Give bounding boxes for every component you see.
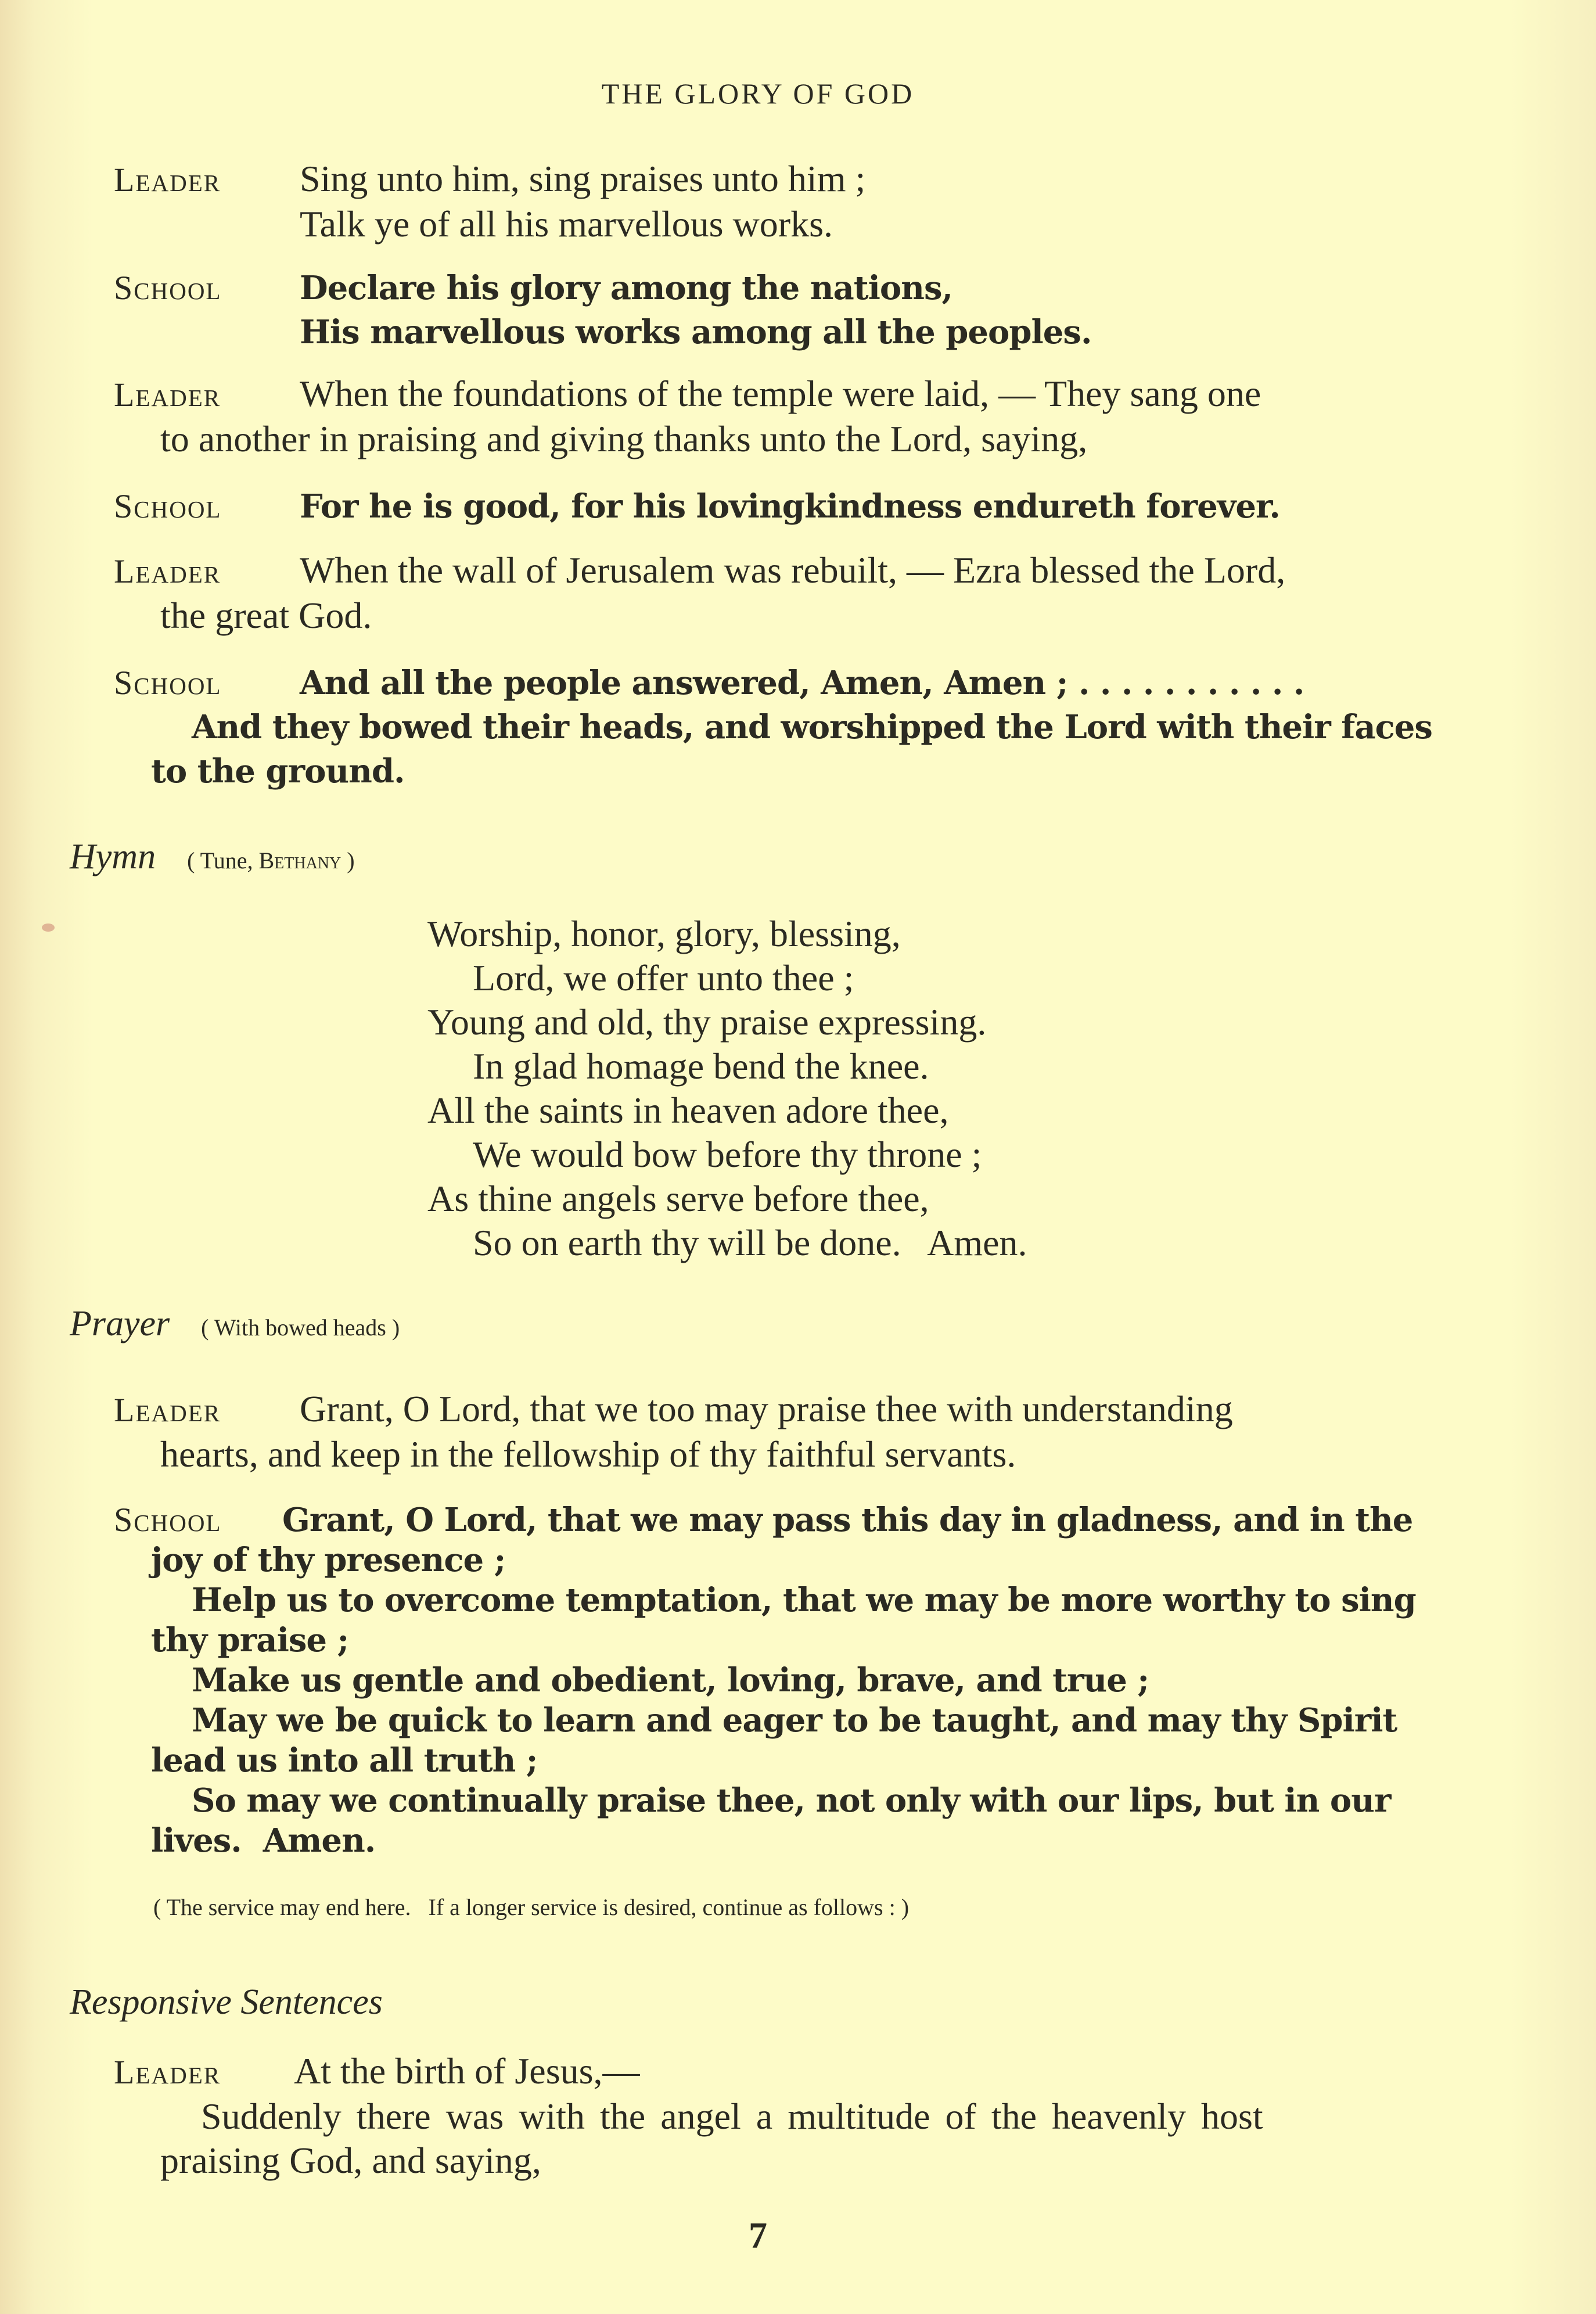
- tune-name: Bethany: [258, 847, 342, 874]
- verse-text: When the foundations of the temple were laid, — They sang one: [300, 373, 1261, 414]
- hymn-line: All the saints in heaven adore thee,: [427, 1090, 949, 1131]
- speaker-label: School: [114, 664, 222, 702]
- verse-text: Declare his glory among the nations,: [300, 269, 953, 307]
- responsive-reading: [114, 1499, 1416, 1861]
- line: lives. Amen.: [151, 1821, 376, 1860]
- hymn-line: In glad homage bend the knee.: [473, 1045, 929, 1087]
- responsive-reading: [114, 372, 1467, 461]
- speaker-label: Leader: [114, 2053, 221, 2091]
- hymn-verse: [427, 912, 1027, 1265]
- prayer-heading: [70, 1303, 400, 1345]
- hymn-line: Young and old, thy praise expressing.: [427, 1001, 987, 1043]
- line: And they bowed their heads, and worshipped the Lord with their faces: [192, 708, 1432, 746]
- tune-note-suffix: ): [341, 847, 355, 874]
- line: [114, 2049, 1263, 2094]
- verse-text: At the birth of Jesus,—: [294, 2050, 640, 2092]
- line: Suddenly there was with the angel a multitude of the heavenly host: [201, 2096, 1263, 2137]
- line: lead us into all truth ;: [151, 1741, 538, 1780]
- verse-text: Grant, O Lord, that we may pass this day in gladness, and in the: [282, 1501, 1413, 1539]
- line: hearts, and keep in the fellowship of thy faithful servants.: [160, 1433, 1016, 1475]
- speaker-label: School: [114, 269, 222, 307]
- line: Help us to overcome temptation, that we may be more worthy to sing: [192, 1581, 1416, 1619]
- line: May we be quick to learn and eager to be taught, and may thy Spirit: [192, 1701, 1397, 1740]
- running-head: THE GLORY OF GOD: [601, 77, 915, 110]
- responsive-reading: [114, 548, 1285, 638]
- verse-text: Sing unto him, sing praises unto him ;: [300, 158, 866, 199]
- responsive-reading: [114, 265, 1091, 354]
- speaker-label: Leader: [114, 1391, 221, 1429]
- speaker-label: School: [114, 487, 222, 525]
- prayer-note: ( With bowed heads ): [201, 1314, 400, 1341]
- line: [114, 483, 1280, 529]
- speaker-label: School: [114, 1501, 222, 1539]
- hymn-line: So on earth thy will be done. Amen.: [473, 1222, 1027, 1263]
- line: Make us gentle and obedient, loving, brave, and true ;: [192, 1661, 1149, 1699]
- tune-note-prefix: ( Tune,: [187, 847, 259, 874]
- line: to another in praising and giving thanks unto the Lord, saying,: [160, 418, 1088, 459]
- line: joy of thy presence ;: [151, 1541, 506, 1579]
- responsive-reading: [114, 2049, 1263, 2183]
- speaker-label: Leader: [114, 161, 221, 199]
- line: [114, 548, 1285, 594]
- line: thy praise ;: [151, 1621, 349, 1659]
- line: praising God, and saying,: [160, 2140, 541, 2181]
- hymn-line: Lord, we offer unto thee ;: [473, 957, 854, 998]
- line: Talk ye of all his marvellous works.: [300, 203, 833, 245]
- line: So may we continually praise thee, not only with our lips, but in our: [192, 1781, 1391, 1820]
- line: the great God.: [160, 595, 372, 636]
- service-note: ( The service may end here. If a longer service is desired, continue as follows : ): [153, 1894, 910, 1920]
- tune-note: [187, 847, 355, 874]
- heading-title: Prayer: [70, 1304, 170, 1343]
- hymn-line: Worship, honor, glory, blessing,: [427, 913, 901, 954]
- line: [114, 660, 1432, 705]
- line: [114, 1387, 1233, 1432]
- speaker-label: Leader: [114, 376, 221, 414]
- verse-text: For he is good, for his lovingkindness endureth forever.: [300, 487, 1280, 526]
- line: to the ground.: [151, 752, 405, 791]
- line: [114, 265, 1091, 310]
- hymn-line: As thine angels serve before thee,: [427, 1178, 929, 1219]
- responsive-reading: [114, 660, 1432, 793]
- verse-text: And all the people answered, Amen, Amen ; . . . . . . . . . . .: [300, 664, 1304, 702]
- hymn-heading: [70, 836, 355, 878]
- line: [114, 372, 1467, 417]
- paper-stain: [42, 924, 55, 932]
- page-number: 7: [749, 2215, 767, 2256]
- responsive-reading: [114, 157, 865, 246]
- responsive-reading: [114, 483, 1280, 529]
- line: [114, 157, 865, 202]
- verse-text: When the wall of Jerusalem was rebuilt, — Ezra blessed the Lord,: [300, 549, 1286, 591]
- verse-text: Grant, O Lord, that we too may praise thee with understanding: [300, 1388, 1233, 1429]
- heading-title: Hymn: [70, 837, 156, 876]
- speaker-label: Leader: [114, 552, 221, 590]
- line: His marvellous works among all the peoples.: [300, 313, 1092, 351]
- responsive-reading: [114, 1387, 1233, 1476]
- line: [114, 1499, 1416, 1540]
- hymn-line: We would bow before thy throne ;: [473, 1134, 982, 1175]
- responsive-sentences-heading: Responsive Sentences: [70, 1982, 383, 2022]
